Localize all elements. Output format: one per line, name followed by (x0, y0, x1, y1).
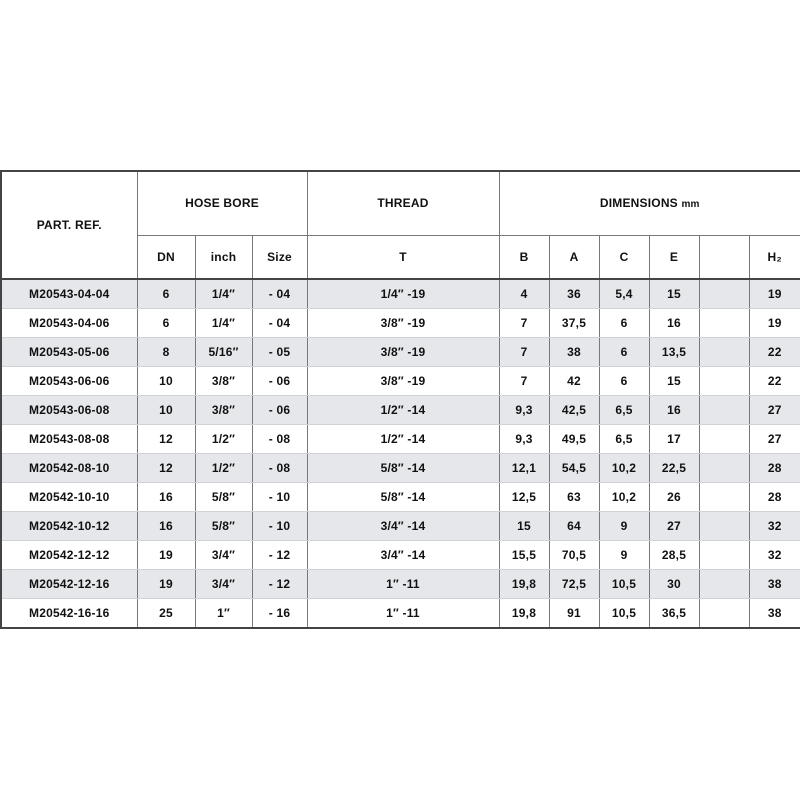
spec-table (0, 170, 800, 629)
cell-thread: 3/4″ -14 (307, 541, 499, 570)
cell-e: 13,5 (649, 337, 699, 366)
cell-c: 10,5 (599, 570, 649, 599)
cell-c: 6,5 (599, 424, 649, 453)
col-e-header: E (649, 235, 699, 279)
cell-size: - 12 (252, 570, 307, 599)
cell-b: 15,5 (499, 541, 549, 570)
cell-thread: 5/8″ -14 (307, 483, 499, 512)
cell-a: 72,5 (549, 570, 599, 599)
cell-e: 27 (649, 512, 699, 541)
dimensions-unit: mm (681, 199, 700, 211)
cell-thread: 3/8″ -19 (307, 308, 499, 337)
cell-ref: M20543-06-06 (1, 366, 137, 395)
cell-c: 6 (599, 366, 649, 395)
cell-inch: 5/8″ (195, 483, 252, 512)
thread-header: THREAD (307, 171, 499, 235)
cell-inch: 1/2″ (195, 453, 252, 482)
table-row (1, 512, 800, 541)
cell-inch: 1″ (195, 599, 252, 628)
table-row (1, 424, 800, 453)
cell-h2: 22 (749, 366, 800, 395)
cell-e: 15 (649, 366, 699, 395)
cell-ref: M20542-10-10 (1, 483, 137, 512)
cell-inch: 5/8″ (195, 512, 252, 541)
cell-b: 7 (499, 366, 549, 395)
cell-blank (699, 570, 749, 599)
cell-thread: 3/8″ -19 (307, 337, 499, 366)
cell-thread: 1/4″ -19 (307, 279, 499, 308)
cell-b: 9,3 (499, 424, 549, 453)
cell-blank (699, 337, 749, 366)
cell-c: 10,2 (599, 453, 649, 482)
cell-thread: 5/8″ -14 (307, 453, 499, 482)
table-row (1, 395, 800, 424)
cell-a: 38 (549, 337, 599, 366)
cell-size: - 10 (252, 483, 307, 512)
col-inch-header: inch (195, 235, 252, 279)
col-c-header: C (599, 235, 649, 279)
cell-c: 10,2 (599, 483, 649, 512)
col-dn-header: DN (137, 235, 195, 279)
cell-dn: 25 (137, 599, 195, 628)
cell-thread: 1/2″ -14 (307, 424, 499, 453)
cell-a: 37,5 (549, 308, 599, 337)
cell-inch: 3/8″ (195, 366, 252, 395)
table-header (1, 171, 800, 279)
table-row (1, 570, 800, 599)
cell-h2: 19 (749, 308, 800, 337)
cell-blank (699, 424, 749, 453)
cell-dn: 16 (137, 512, 195, 541)
cell-e: 15 (649, 279, 699, 308)
cell-ref: M20543-04-04 (1, 279, 137, 308)
table-row (1, 541, 800, 570)
cell-h2: 32 (749, 512, 800, 541)
cell-c: 10,5 (599, 599, 649, 628)
cell-blank (699, 599, 749, 628)
cell-dn: 19 (137, 541, 195, 570)
cell-ref: M20542-08-10 (1, 453, 137, 482)
cell-h2: 38 (749, 570, 800, 599)
dimensions-header (499, 171, 800, 235)
cell-thread: 3/4″ -14 (307, 512, 499, 541)
cell-size: - 05 (252, 337, 307, 366)
cell-inch: 1/2″ (195, 424, 252, 453)
cell-inch: 3/4″ (195, 570, 252, 599)
cell-h2: 22 (749, 337, 800, 366)
cell-size: - 16 (252, 599, 307, 628)
cell-b: 4 (499, 279, 549, 308)
cell-blank (699, 512, 749, 541)
cell-ref: M20542-12-12 (1, 541, 137, 570)
cell-a: 42,5 (549, 395, 599, 424)
cell-blank (699, 366, 749, 395)
cell-ref: M20542-16-16 (1, 599, 137, 628)
cell-inch: 3/8″ (195, 395, 252, 424)
cell-dn: 8 (137, 337, 195, 366)
cell-ref: M20543-04-06 (1, 308, 137, 337)
cell-h2: 27 (749, 424, 800, 453)
cell-a: 49,5 (549, 424, 599, 453)
cell-e: 16 (649, 395, 699, 424)
col-h2-header: H₂ (749, 235, 800, 279)
cell-ref: M20542-12-16 (1, 570, 137, 599)
cell-a: 42 (549, 366, 599, 395)
cell-size: - 12 (252, 541, 307, 570)
table-row (1, 366, 800, 395)
cell-dn: 12 (137, 453, 195, 482)
part-ref-header: PART. REF. (1, 171, 137, 279)
cell-h2: 27 (749, 395, 800, 424)
dimensions-label: DIMENSIONS (599, 196, 678, 211)
cell-b: 12,1 (499, 453, 549, 482)
cell-dn: 10 (137, 395, 195, 424)
col-size-header: Size (252, 235, 307, 279)
cell-size: - 06 (252, 395, 307, 424)
cell-inch: 1/4″ (195, 279, 252, 308)
cell-h2: 38 (749, 599, 800, 628)
col-a-header: A (549, 235, 599, 279)
cell-e: 26 (649, 483, 699, 512)
col-t-header: T (307, 235, 499, 279)
hose-bore-header: HOSE BORE (137, 171, 307, 235)
cell-e: 17 (649, 424, 699, 453)
cell-c: 9 (599, 541, 649, 570)
cell-blank (699, 279, 749, 308)
cell-thread: 3/8″ -19 (307, 366, 499, 395)
cell-c: 6,5 (599, 395, 649, 424)
cell-ref: M20543-06-08 (1, 395, 137, 424)
cell-e: 16 (649, 308, 699, 337)
cell-a: 91 (549, 599, 599, 628)
cell-c: 6 (599, 308, 649, 337)
col-b-header: B (499, 235, 549, 279)
cell-inch: 1/4″ (195, 308, 252, 337)
cell-dn: 16 (137, 483, 195, 512)
cell-a: 63 (549, 483, 599, 512)
cell-e: 36,5 (649, 599, 699, 628)
cell-ref: M20543-05-06 (1, 337, 137, 366)
cell-h2: 32 (749, 541, 800, 570)
cell-b: 15 (499, 512, 549, 541)
cell-e: 22,5 (649, 453, 699, 482)
cell-c: 9 (599, 512, 649, 541)
cell-blank (699, 453, 749, 482)
cell-thread: 1/2″ -14 (307, 395, 499, 424)
cell-dn: 10 (137, 366, 195, 395)
cell-ref: M20542-10-12 (1, 512, 137, 541)
table-row (1, 453, 800, 482)
cell-b: 19,8 (499, 570, 549, 599)
cell-size: - 08 (252, 453, 307, 482)
cell-blank (699, 483, 749, 512)
cell-c: 5,4 (599, 279, 649, 308)
table-row (1, 337, 800, 366)
cell-inch: 3/4″ (195, 541, 252, 570)
cell-a: 54,5 (549, 453, 599, 482)
cell-a: 70,5 (549, 541, 599, 570)
cell-size: - 04 (252, 308, 307, 337)
cell-dn: 19 (137, 570, 195, 599)
cell-a: 64 (549, 512, 599, 541)
cell-dn: 6 (137, 308, 195, 337)
cell-dn: 12 (137, 424, 195, 453)
cell-size: - 08 (252, 424, 307, 453)
cell-size: - 04 (252, 279, 307, 308)
cell-b: 7 (499, 337, 549, 366)
cell-size: - 10 (252, 512, 307, 541)
cell-ref: M20543-08-08 (1, 424, 137, 453)
cell-e: 30 (649, 570, 699, 599)
cell-thread: 1″ -11 (307, 570, 499, 599)
cell-b: 7 (499, 308, 549, 337)
cell-h2: 28 (749, 453, 800, 482)
cell-h2: 28 (749, 483, 800, 512)
cell-b: 9,3 (499, 395, 549, 424)
table-row (1, 279, 800, 308)
cell-a: 36 (549, 279, 599, 308)
col-blank-header (699, 235, 749, 279)
table-row (1, 308, 800, 337)
cell-c: 6 (599, 337, 649, 366)
table-row (1, 599, 800, 628)
cell-size: - 06 (252, 366, 307, 395)
cell-thread: 1″ -11 (307, 599, 499, 628)
cell-b: 12,5 (499, 483, 549, 512)
cell-blank (699, 395, 749, 424)
table-body (1, 279, 800, 628)
table-row (1, 483, 800, 512)
cell-h2: 19 (749, 279, 800, 308)
cell-e: 28,5 (649, 541, 699, 570)
cell-blank (699, 308, 749, 337)
cell-b: 19,8 (499, 599, 549, 628)
cell-dn: 6 (137, 279, 195, 308)
cell-inch: 5/16″ (195, 337, 252, 366)
cell-blank (699, 541, 749, 570)
